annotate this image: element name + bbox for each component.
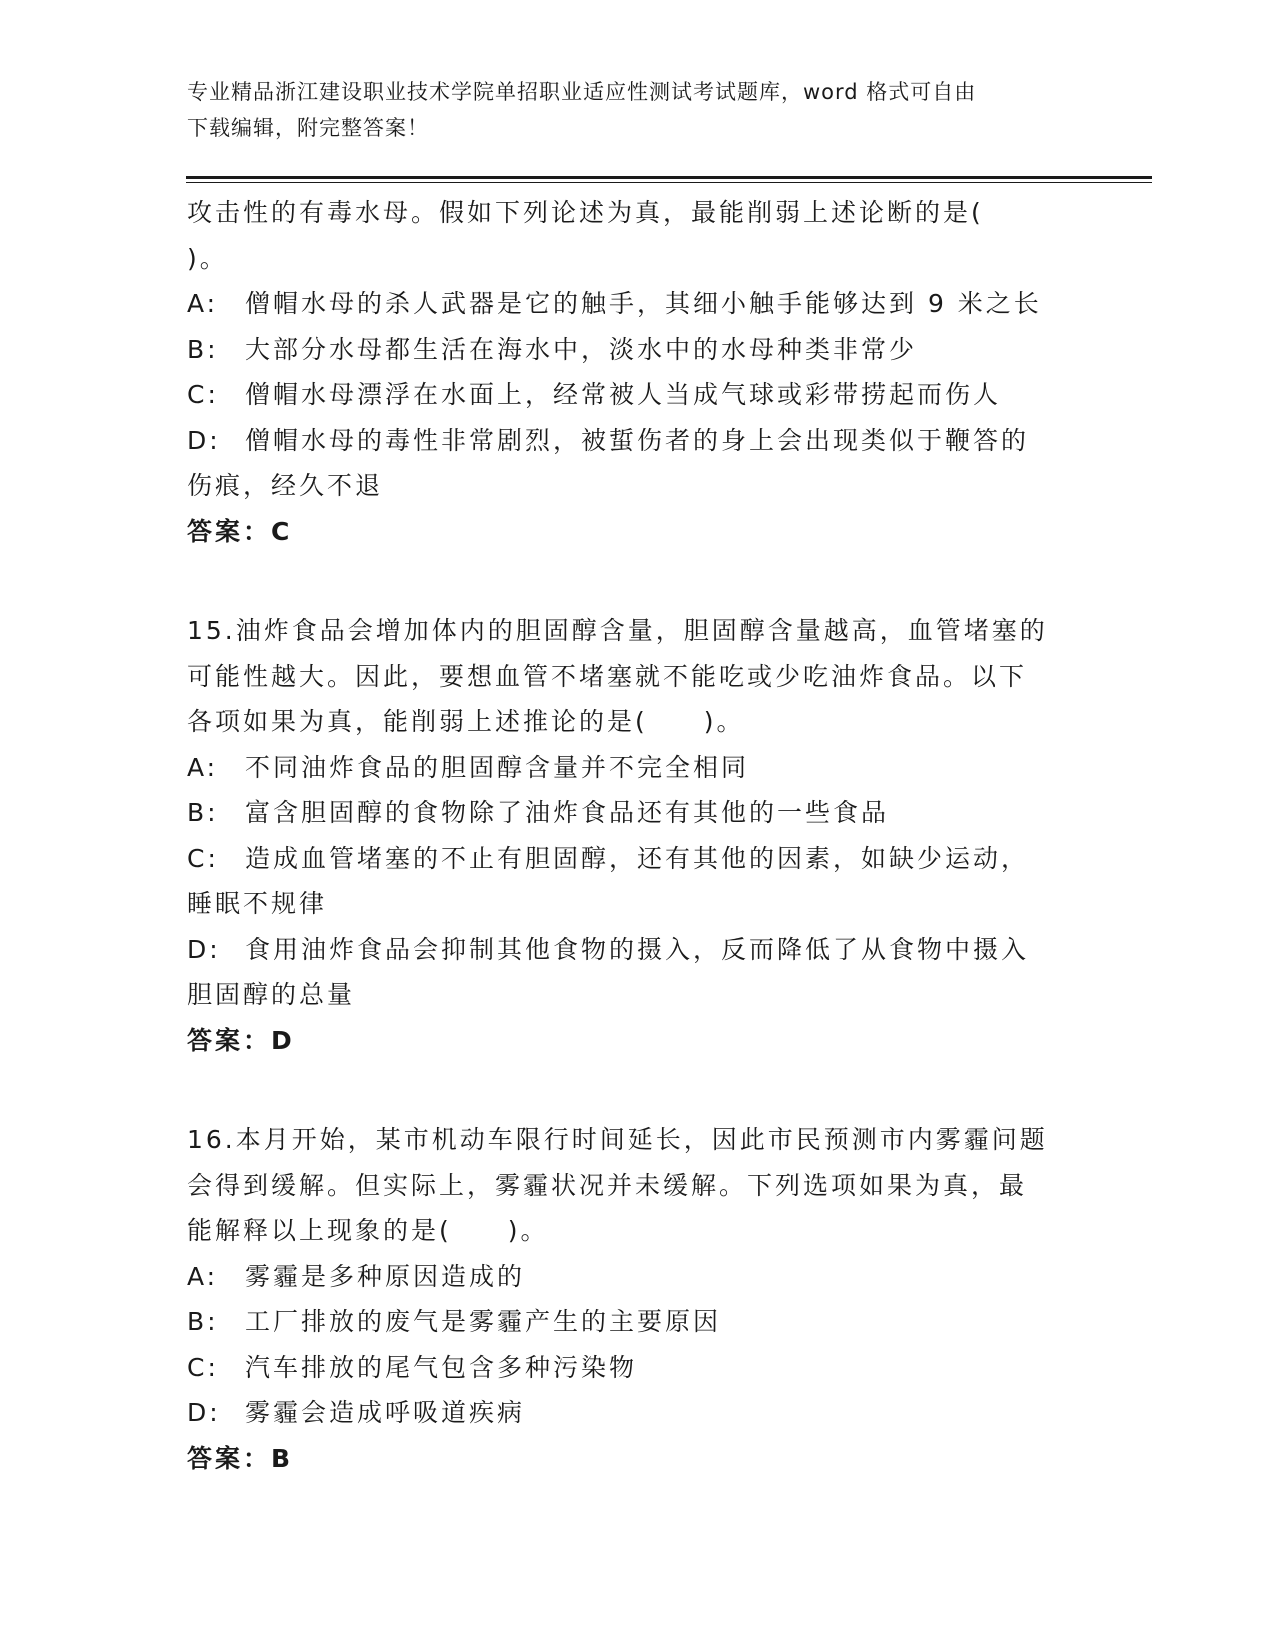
option-letter: A: xyxy=(187,289,219,318)
answer-label: 答案：B xyxy=(187,1443,294,1473)
question-stem-line: 攻击性的有毒水母。假如下列论述为真，最能削弱上述论断的是( xyxy=(187,198,984,227)
option-d-continued: 胆固醇的总量 xyxy=(187,980,356,1009)
answer-label: 答案：D xyxy=(187,1025,295,1055)
option-text: 僧帽水母的毒性非常剧烈，被蜇伤者的身上会出现类似于鞭答的 xyxy=(245,425,1030,455)
option-c xyxy=(187,1345,1087,1391)
document-body xyxy=(187,190,1087,1481)
option-text: 大部分水母都生活在海水中，淡水中的水母种类非常少 xyxy=(245,334,918,364)
question-16 xyxy=(187,1117,1087,1481)
document-header xyxy=(187,74,1067,146)
option-text: 不同油炸食品的胆固醇含量并不完全相同 xyxy=(245,752,750,782)
option-letter: B: xyxy=(187,334,219,364)
option-text: 僧帽水母漂浮在水面上，经常被人当成气球或彩带捞起而伤人 xyxy=(245,380,1002,409)
option-c xyxy=(187,836,1087,882)
question-gap xyxy=(187,1063,1087,1117)
option-letter: D: xyxy=(187,425,221,455)
question-stem-line: )。 xyxy=(187,243,228,273)
question-14 xyxy=(187,190,1087,554)
option-a xyxy=(187,281,1087,327)
option-text: 工厂排放的废气是雾霾产生的主要原因 xyxy=(245,1307,722,1336)
question-stem-line: 能解释以上现象的是( )。 xyxy=(187,1216,549,1245)
option-letter: A: xyxy=(187,752,219,782)
header-line-1: 专业精品浙江建设职业技术学院单招职业适应性测试考试题库，word 格式可自由 xyxy=(187,80,977,104)
option-letter: C: xyxy=(187,380,219,409)
option-a xyxy=(187,745,1087,791)
option-b xyxy=(187,327,1087,373)
option-letter: C: xyxy=(187,1352,219,1382)
option-letter: C: xyxy=(187,843,219,873)
option-d xyxy=(187,927,1087,973)
option-a xyxy=(187,1254,1087,1300)
option-b xyxy=(187,1299,1087,1345)
option-letter: D: xyxy=(187,934,221,964)
option-c-continued: 睡眠不规律 xyxy=(187,889,328,918)
question-stem-line: 各项如果为真，能削弱上述推论的是( )。 xyxy=(187,707,745,736)
option-text: 造成血管堵塞的不止有胆固醇，还有其他的因素，如缺少运动， xyxy=(245,843,1030,873)
option-letter: B: xyxy=(187,1307,219,1336)
header-divider-thin xyxy=(186,182,1152,183)
question-15 xyxy=(187,608,1087,1063)
option-c xyxy=(187,372,1087,418)
question-stem-line: 会得到缓解。但实际上，雾霾状况并未缓解。下列选项如果为真，最 xyxy=(187,1170,1028,1200)
answer-label: 答案：C xyxy=(187,516,293,546)
option-text: 雾霾会造成呼吸道疾病 xyxy=(245,1398,526,1427)
header-divider-thick xyxy=(186,176,1152,179)
question-stem-line: 16.本月开始，某市机动车限行时间延长，因此市民预测市内雾霾问题 xyxy=(187,1125,1048,1154)
option-text: 雾霾是多种原因造成的 xyxy=(245,1261,526,1291)
option-d-continued: 伤痕，经久不退 xyxy=(187,471,384,500)
option-letter: D: xyxy=(187,1398,221,1427)
question-stem-line: 可能性越大。因此，要想血管不堵塞就不能吃或少吃油炸食品。以下 xyxy=(187,661,1028,691)
option-b xyxy=(187,790,1087,836)
option-text: 僧帽水母的杀人武器是它的触手，其细小触手能够达到 9 米之长 xyxy=(245,289,1042,318)
question-gap xyxy=(187,554,1087,608)
option-text: 食用油炸食品会抑制其他食物的摄入，反而降低了从食物中摄入 xyxy=(245,934,1030,964)
option-d xyxy=(187,418,1087,464)
option-text: 汽车排放的尾气包含多种污染物 xyxy=(245,1352,638,1382)
header-line-2: 下载编辑，附完整答案！ xyxy=(187,116,429,140)
option-letter: B: xyxy=(187,798,219,827)
question-stem-line: 15.油炸食品会增加体内的胆固醇含量，胆固醇含量越高，血管堵塞的 xyxy=(187,616,1048,645)
option-text: 富含胆固醇的食物除了油炸食品还有其他的一些食品 xyxy=(245,798,890,827)
option-d xyxy=(187,1390,1087,1436)
option-letter: A: xyxy=(187,1261,219,1291)
